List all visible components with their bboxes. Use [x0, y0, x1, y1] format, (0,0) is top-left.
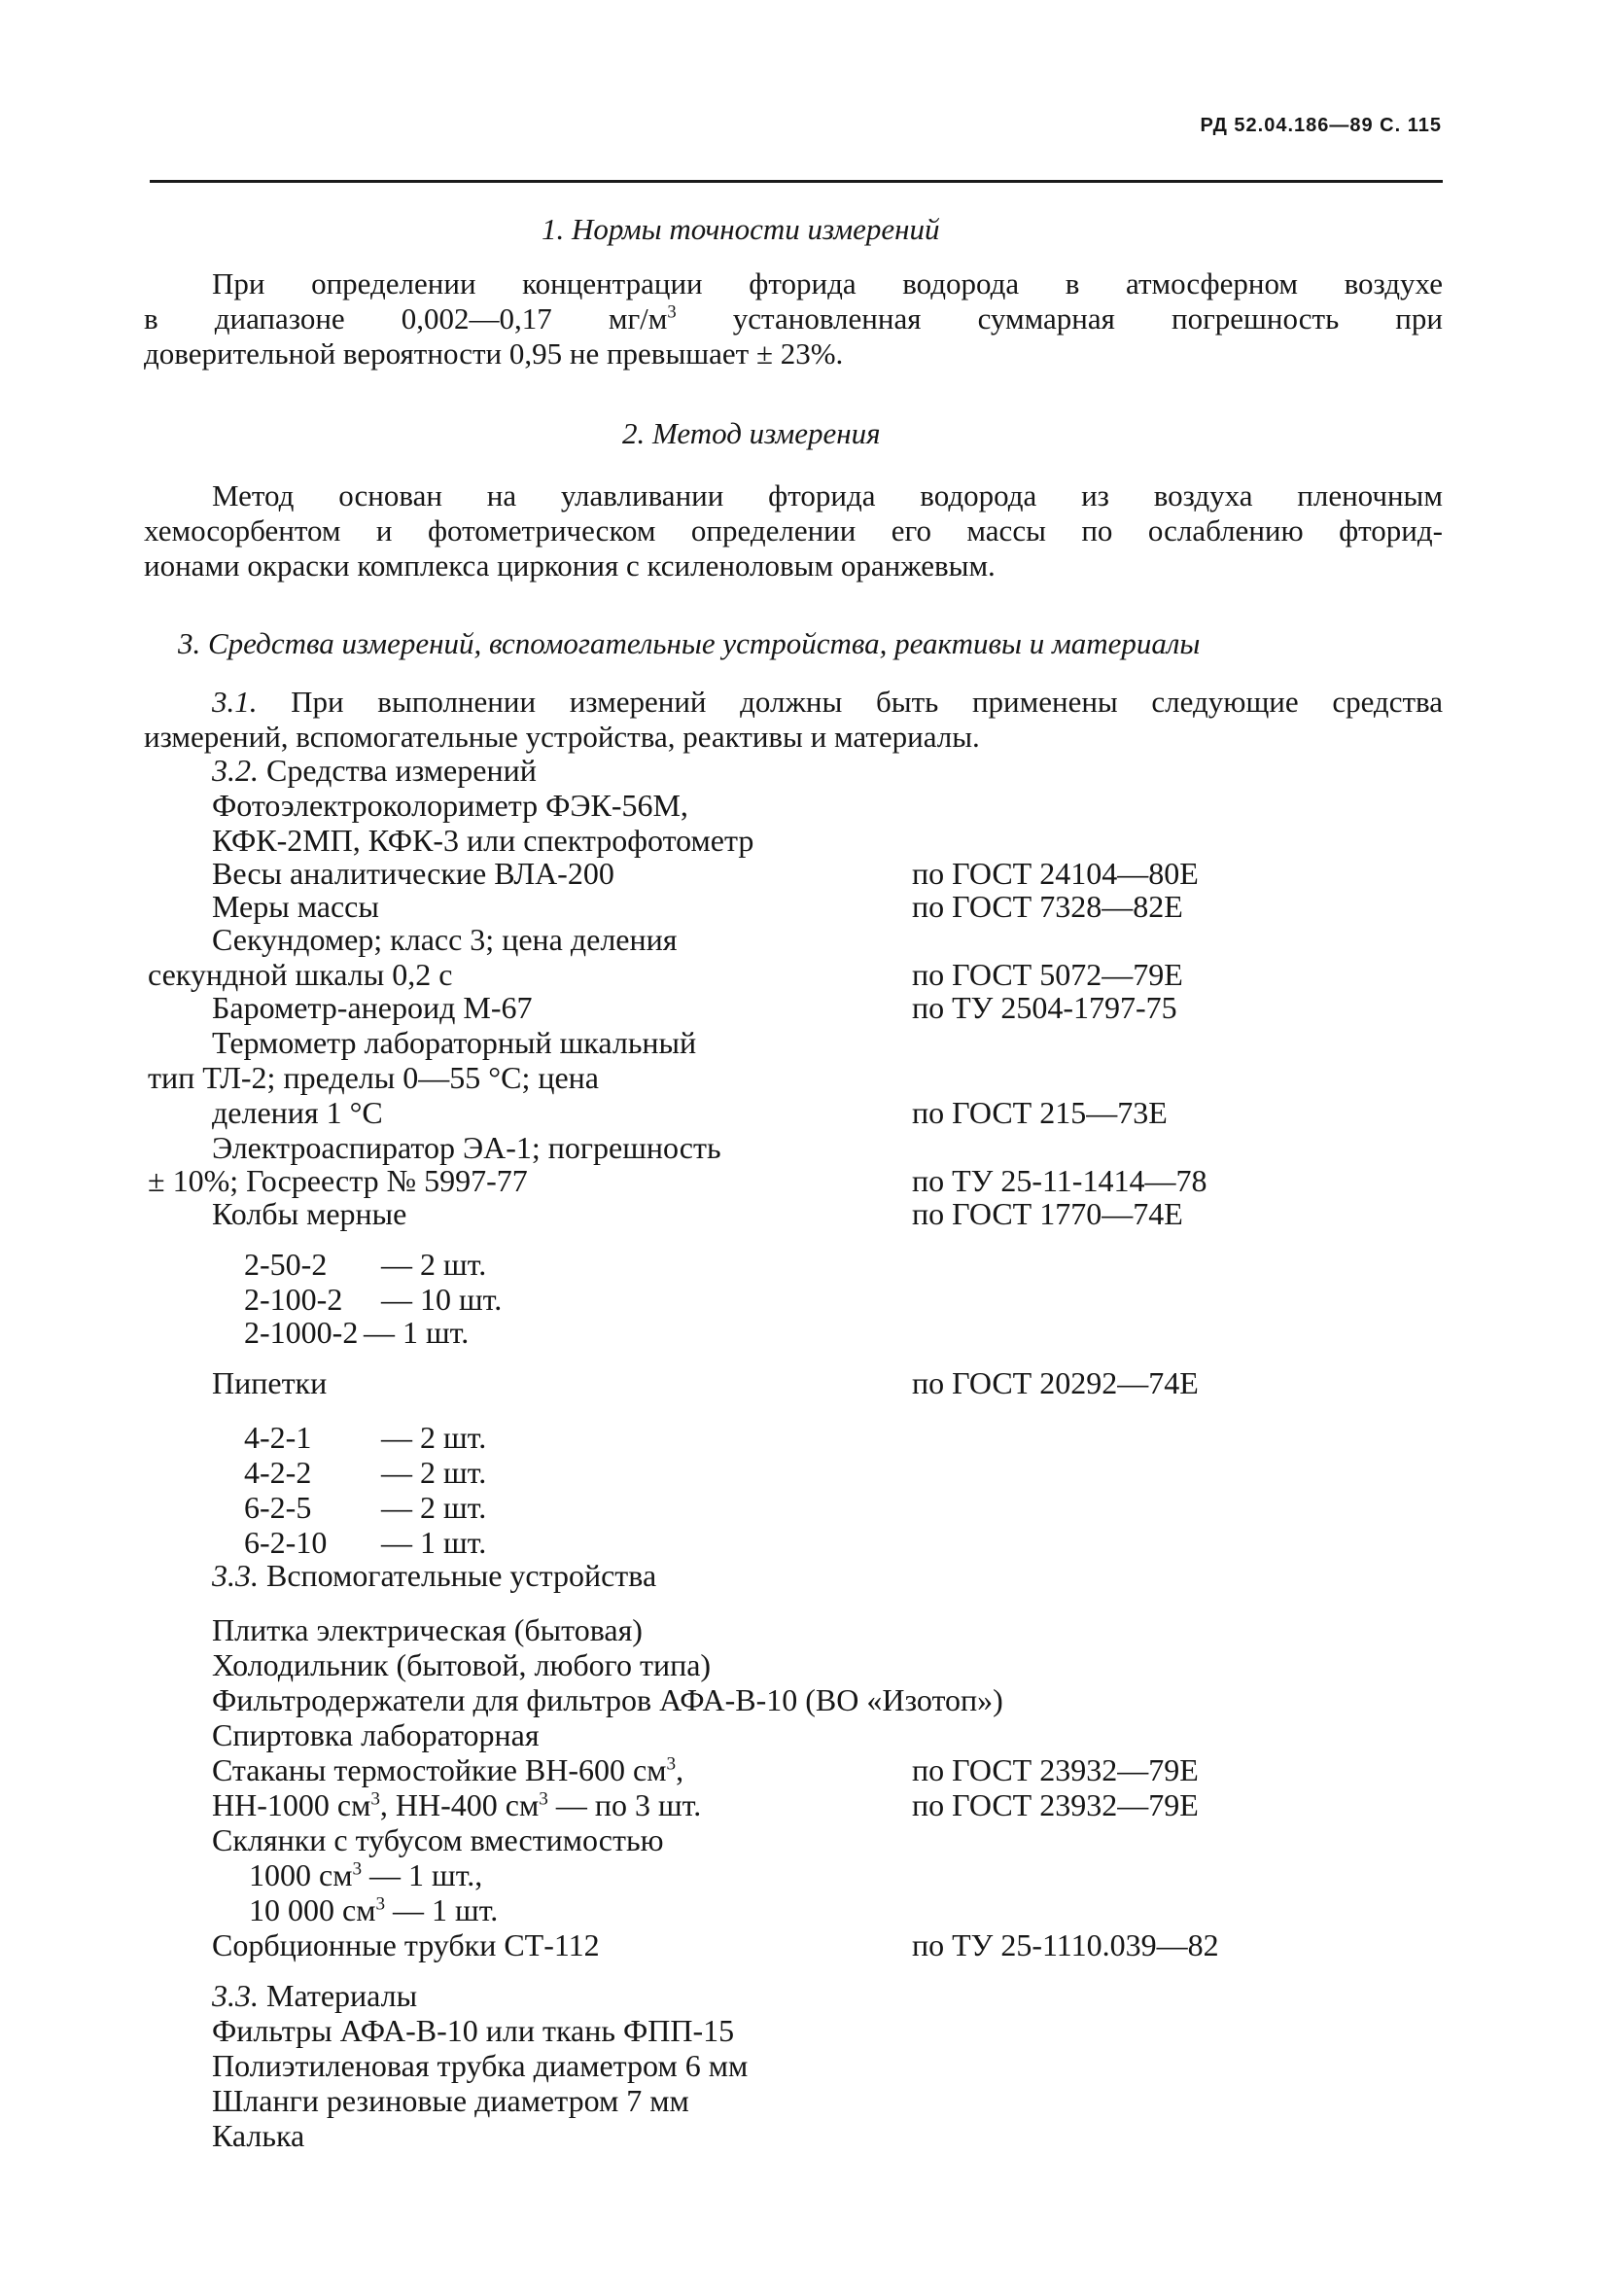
instrument-line: деления 1 °С: [212, 1095, 383, 1130]
flask-qty: — 10 шт.: [381, 1282, 503, 1317]
material-line: Фильтры АФА-В-10 или ткань ФПП-15: [212, 2013, 735, 2048]
header-rule: [150, 180, 1443, 183]
section-1-title: 1. Нормы точности измерений: [542, 212, 940, 246]
section-2-title: 2. Метод измерения: [622, 416, 881, 450]
standard-ref: по ГОСТ 23932—79Е: [912, 1752, 1199, 1787]
instrument-line: секундной шкалы 0,2 с: [148, 957, 453, 992]
standard-ref: по ГОСТ 7328—82Е: [912, 889, 1183, 924]
standard-ref: по ГОСТ 20292—74Е: [912, 1365, 1199, 1400]
instrument-line: Пипетки: [212, 1365, 328, 1400]
auxiliary-line: НН-1000 $см^3$, НН-400 $см^3$ — по 3 шт.: [212, 1787, 702, 1822]
section-3-3-heading: 3.3. Вспомогательные устройства: [212, 1558, 657, 1593]
material-line: Калька: [212, 2118, 305, 2153]
section-2-line-2: хемосорбентом и фотометрическом определении его массы по ослаблению фторид-: [144, 513, 1443, 548]
page-header: РД 52.04.186—89 С. 115: [1200, 115, 1442, 136]
instrument-line: Весы аналитические ВЛА-200: [212, 856, 614, 891]
section-3-2-heading: 3.2. Средства измерений: [212, 753, 537, 788]
standard-ref: по ТУ 25-1110.039—82: [912, 1927, 1219, 1962]
instrument-line: КФК-2МП, КФК-3 или спектрофотометр: [212, 823, 754, 858]
material-line: Полиэтиленовая трубка диаметром 6 мм: [212, 2048, 749, 2083]
instrument-line: Электроаспиратор ЭА-1; погрешность: [212, 1130, 721, 1165]
section-3-1-line-1: 3.1. При выполнении измерений должны быть применены следующие средства: [212, 685, 1443, 719]
instrument-line: ± 10%; Госреестр № 5997-77: [148, 1163, 528, 1198]
standard-ref: по ГОСТ 1770—74Е: [912, 1196, 1183, 1231]
auxiliary-line: Холодильник (бытовой, любого типа): [212, 1647, 712, 1682]
standard-ref: по ТУ 2504-1797-75: [912, 990, 1177, 1025]
auxiliary-line: Спиртовка лабораторная: [212, 1717, 540, 1752]
standard-ref: по ГОСТ 215—73Е: [912, 1095, 1168, 1130]
pipette-code: 6-2-5: [244, 1490, 312, 1525]
auxiliary-line: Плитка электрическая (бытовая): [212, 1612, 643, 1647]
section-1-line-1: При определении концентрации фторида водорода в атмосферном воздухе: [212, 266, 1443, 300]
flask-code: 2-100-2: [244, 1282, 343, 1317]
pipette-qty: — 2 шт.: [381, 1420, 487, 1455]
auxiliary-line: Склянки с тубусом вместимостью: [212, 1822, 664, 1857]
instrument-line: Колбы мерные: [212, 1196, 407, 1231]
pipette-code: 6-2-10: [244, 1525, 328, 1560]
material-line: Шланги резиновые диаметром 7 мм: [212, 2083, 689, 2118]
instrument-line: Секундомер; класс 3; цена деления: [212, 922, 678, 957]
pipette-qty: — 1 шт.: [381, 1525, 487, 1560]
section-1-line-2: в диапазоне 0,002—0,17 $мг/м^3$ установленная суммарная погрешность при: [144, 301, 1443, 336]
pipette-qty: — 2 шт.: [381, 1455, 487, 1490]
auxiliary-line: 10 000 $см^3$ — 1 шт.: [249, 1892, 499, 1927]
standard-ref: по ГОСТ 24104—80Е: [912, 856, 1199, 891]
pipette-code: 4-2-1: [244, 1420, 312, 1455]
auxiliary-line: Стаканы термостойкие ВН-600 $см^3$,: [212, 1752, 684, 1787]
section-3-1-line-2: измерений, вспомогательные устройства, реактивы и материалы.: [144, 720, 980, 754]
standard-ref: по ТУ 25-11-1414—78: [912, 1163, 1207, 1198]
instrument-line: Барометр-анероид М-67: [212, 990, 533, 1025]
auxiliary-line: Фильтродержатели для фильтров АФА-В-10 (ВО «Изотоп»): [212, 1682, 1003, 1717]
section-3-title: 3. Средства измерений, вспомогательные устройства, реактивы и материалы: [178, 626, 1201, 660]
flask-qty: — 2 шт.: [381, 1247, 487, 1282]
standard-ref: по ГОСТ 23932—79Е: [912, 1787, 1199, 1822]
standard-ref: по ГОСТ 5072—79Е: [912, 957, 1183, 992]
flask-qty: — 1 шт.: [364, 1315, 470, 1350]
instrument-line: тип ТЛ-2; пределы 0—55 °С; цена: [148, 1060, 599, 1095]
instrument-line: Меры массы: [212, 889, 379, 924]
auxiliary-line: 1000 $см^3$ — 1 шт.,: [249, 1857, 483, 1892]
section-2-line-1: Метод основан на улавливании фторида водорода из воздуха пленочным: [212, 478, 1443, 512]
flask-code: 2-50-2: [244, 1247, 328, 1282]
materials-heading: 3.3. Материалы: [212, 1978, 418, 2013]
pipette-code: 4-2-2: [244, 1455, 312, 1490]
section-2-line-3: ионами окраски комплекса циркония с ксиленоловым оранжевым.: [144, 548, 996, 583]
instrument-line: Фотоэлектроколориметр ФЭК-56М,: [212, 788, 688, 823]
flask-code: 2-1000-2: [244, 1315, 359, 1350]
instrument-line: Термометр лабораторный шкальный: [212, 1025, 697, 1060]
auxiliary-line: Сорбционные трубки СТ-112: [212, 1927, 600, 1962]
pipette-qty: — 2 шт.: [381, 1490, 487, 1525]
section-1-line-3: доверительной вероятности 0,95 не превышает ± 23%.: [144, 336, 844, 371]
